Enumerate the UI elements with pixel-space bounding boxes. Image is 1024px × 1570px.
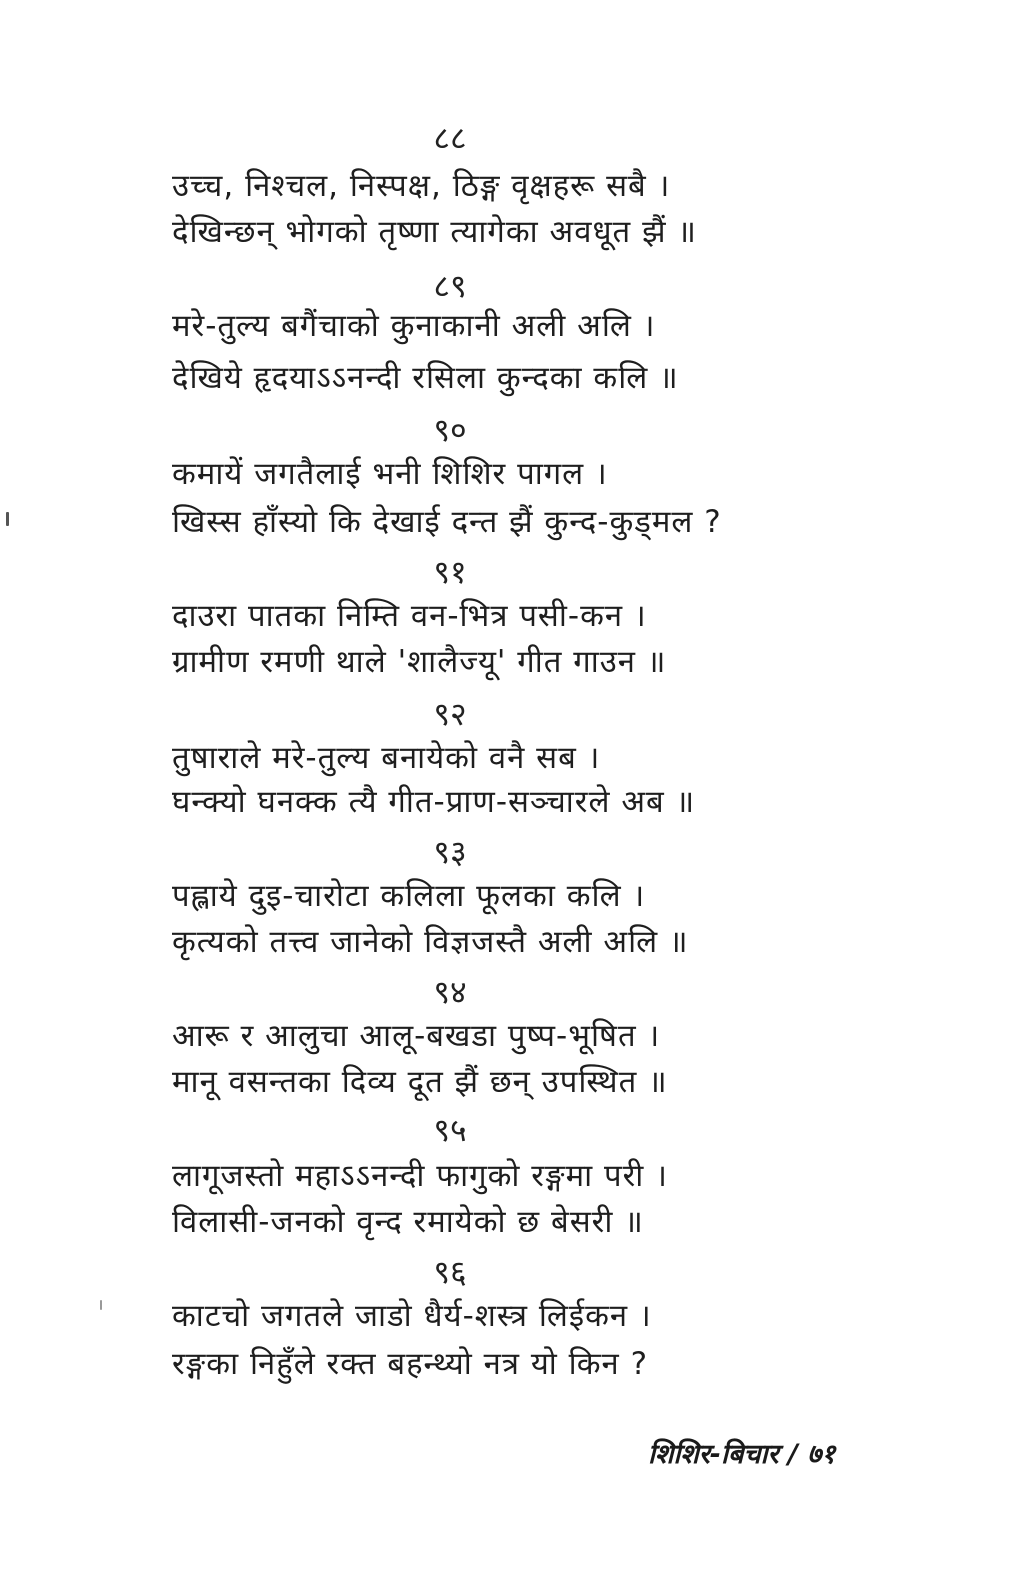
- verse-line: काटचो जगतले जाडो धैर्य-शस्त्र लिईकन ।: [172, 1298, 652, 1334]
- verse-number: ९३: [433, 833, 467, 871]
- verse-line: खिस्स हाँस्यो कि देखाई दन्त झैं कुन्द-कुड्मल ?: [172, 504, 722, 540]
- verse-number: ९४: [433, 973, 467, 1011]
- scan-speck: [6, 512, 9, 526]
- verse-line: लागूजस्तो महाऽऽनन्दी फागुको रङ्गमा परी ।: [172, 1158, 668, 1194]
- verse-line: कमायें जगतैलाई भनी शिशिर पागल ।: [172, 456, 608, 492]
- verse-line: ग्रामीण रमणी थाले 'शालैज्यू' गीत गाउन ॥: [172, 644, 667, 680]
- verse-line: घन्क्यो घनक्क त्यै गीत-प्राण-सञ्चारले अब ॥: [172, 784, 696, 820]
- verse-line: मरे-तुल्य बगैंचाको कुनाकानी अली अलि ।: [172, 308, 656, 344]
- verse-number: ९६: [433, 1253, 467, 1291]
- verse-line: रङ्गका निहुँले रक्त बहन्थ्यो नत्र यो किन ?: [172, 1346, 649, 1382]
- verse-number: ९१: [433, 553, 467, 591]
- verse-line: देखिन्छन् भोगको तृष्णा त्यागेका अवधूत झैं ॥: [172, 214, 697, 250]
- verse-line: विलासी-जनको वृन्द रमायेको छ बेसरी ॥: [172, 1204, 644, 1240]
- verse-line: देखिये हृदयाऽऽनन्दी रसिला कुन्दका कलि ॥: [172, 360, 679, 396]
- verse-line: तुषाराले मरे-तुल्य बनायेको वनै सब ।: [172, 740, 601, 776]
- running-footer: शिशिर-बिचार / ७१: [648, 1439, 836, 1470]
- verse-number: ८९: [433, 267, 467, 305]
- verse-number: ९२: [433, 695, 467, 733]
- verse-number: ८८: [433, 119, 467, 157]
- verse-line: कृत्यको तत्त्व जानेको विज्ञजस्तै अली अलि ॥: [172, 924, 689, 960]
- verse-line: दाउरा पातका निम्ति वन-भित्र पसी-कन ।: [172, 598, 647, 634]
- verse-number: ९५: [433, 1111, 467, 1149]
- verse-line: पह्लाये दुइ-चारोटा कलिला फूलका कलि ।: [172, 878, 646, 914]
- verse-line: मानू वसन्तका दिव्य दूत झैं छन् उपस्थित ॥: [172, 1064, 668, 1100]
- verse-number: ९०: [433, 411, 467, 449]
- verse-line: आरू र आलुचा आलू-बखडा पुष्प-भूषित ।: [172, 1018, 661, 1054]
- verse-line: उच्च, निश्चल, निस्पक्ष, ठिङ्ग वृक्षहरू सबै ।: [172, 168, 671, 204]
- scan-speck: [100, 1300, 102, 1310]
